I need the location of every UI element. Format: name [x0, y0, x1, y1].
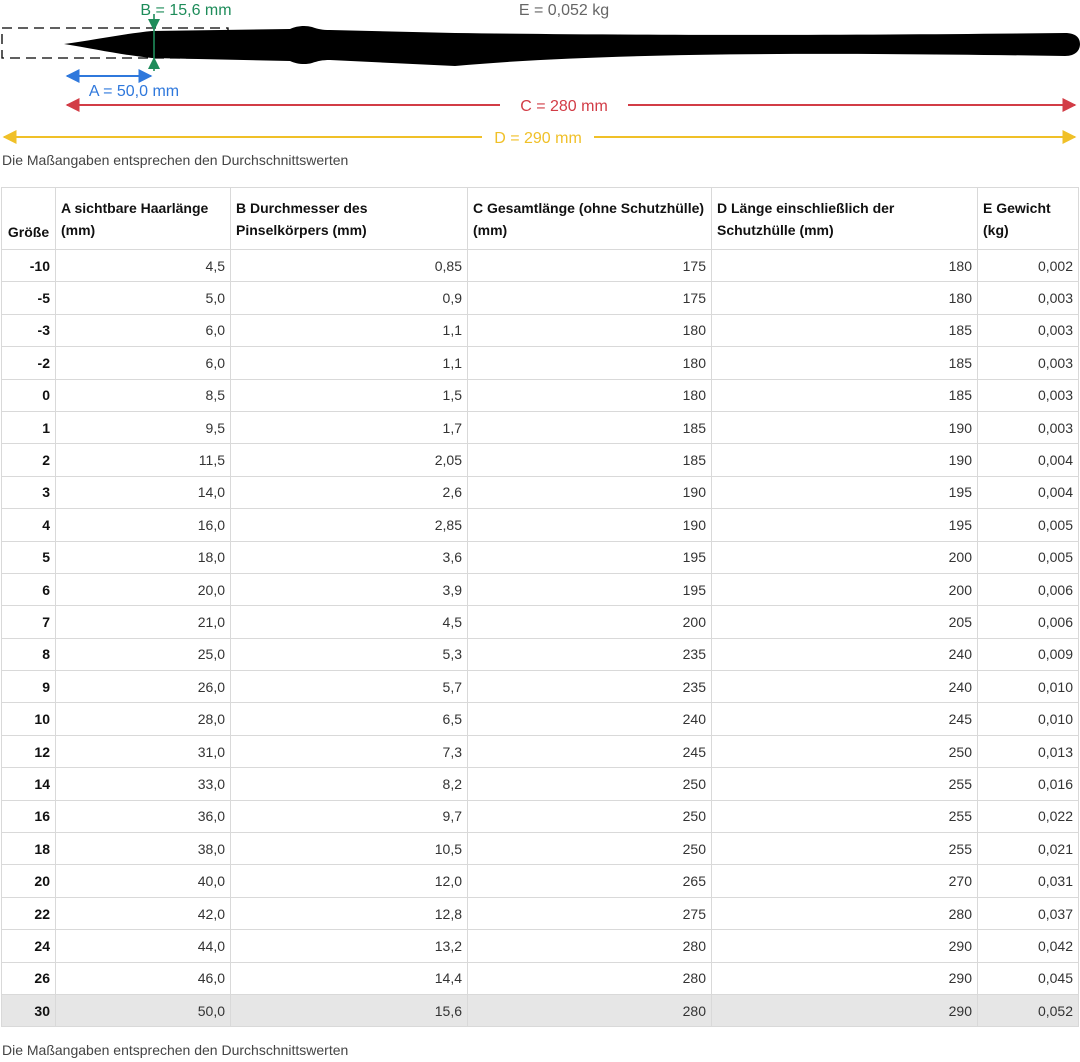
brush-silhouette	[64, 26, 1080, 66]
cell-size: 6	[2, 573, 56, 605]
cell-hair-length: 6,0	[56, 314, 231, 346]
cell-length-with-cap: 200	[712, 573, 978, 605]
cell-weight: 0,031	[978, 865, 1079, 897]
cell-total-length: 185	[468, 444, 712, 476]
cell-total-length: 240	[468, 703, 712, 735]
cell-size: 22	[2, 897, 56, 929]
cell-size: 12	[2, 735, 56, 767]
table-row	[2, 994, 1079, 1026]
cell-total-length: 280	[468, 962, 712, 994]
cell-weight: 0,022	[978, 800, 1079, 832]
dimension-d-label: D = 290 mm	[494, 130, 582, 147]
table-row	[2, 541, 1079, 573]
cell-weight: 0,045	[978, 962, 1079, 994]
cell-weight: 0,003	[978, 282, 1079, 314]
cell-size: 30	[2, 994, 56, 1026]
table-row	[2, 865, 1079, 897]
cell-weight: 0,006	[978, 573, 1079, 605]
header-weight: E Gewicht (kg)	[978, 188, 1079, 250]
header-body-diameter: B Durchmesser des Pinselkörpers (mm)	[231, 188, 468, 250]
cell-hair-length: 9,5	[56, 411, 231, 443]
cell-weight: 0,005	[978, 541, 1079, 573]
cell-weight: 0,013	[978, 735, 1079, 767]
table-row	[2, 411, 1079, 443]
table-row	[2, 703, 1079, 735]
cell-weight: 0,006	[978, 606, 1079, 638]
cell-size: 26	[2, 962, 56, 994]
table-row	[2, 768, 1079, 800]
cell-total-length: 275	[468, 897, 712, 929]
cell-body-diameter: 5,7	[231, 671, 468, 703]
cell-hair-length: 50,0	[56, 994, 231, 1026]
cell-size: 4	[2, 509, 56, 541]
cell-length-with-cap: 180	[712, 250, 978, 282]
table-row	[2, 638, 1079, 670]
table-row	[2, 379, 1079, 411]
table-row	[2, 509, 1079, 541]
cell-body-diameter: 12,8	[231, 897, 468, 929]
cell-length-with-cap: 290	[712, 962, 978, 994]
cell-size: 8	[2, 638, 56, 670]
table-row	[2, 897, 1079, 929]
cell-size: 2	[2, 444, 56, 476]
table-row	[2, 671, 1079, 703]
cell-total-length: 175	[468, 282, 712, 314]
table-row	[2, 347, 1079, 379]
cell-size: 16	[2, 800, 56, 832]
cell-weight: 0,002	[978, 250, 1079, 282]
dimension-b-arrow-top	[148, 19, 160, 31]
cell-length-with-cap: 290	[712, 994, 978, 1026]
cell-size: 3	[2, 476, 56, 508]
cell-size: 7	[2, 606, 56, 638]
cell-body-diameter: 14,4	[231, 962, 468, 994]
cell-length-with-cap: 185	[712, 379, 978, 411]
cell-body-diameter: 8,2	[231, 768, 468, 800]
cell-weight: 0,009	[978, 638, 1079, 670]
cell-body-diameter: 1,5	[231, 379, 468, 411]
cell-weight: 0,003	[978, 347, 1079, 379]
cell-size: 14	[2, 768, 56, 800]
cell-length-with-cap: 240	[712, 638, 978, 670]
table-row	[2, 833, 1079, 865]
dimension-a-label: A = 50,0 mm	[88, 83, 180, 100]
cell-size: 24	[2, 930, 56, 962]
header-length-with-cap: D Länge einschließlich der Schutzhülle (mm)	[712, 188, 978, 250]
table-row	[2, 282, 1079, 314]
cell-body-diameter: 9,7	[231, 800, 468, 832]
cell-hair-length: 25,0	[56, 638, 231, 670]
cell-hair-length: 20,0	[56, 573, 231, 605]
cell-size: 20	[2, 865, 56, 897]
cell-weight: 0,004	[978, 476, 1079, 508]
cell-hair-length: 14,0	[56, 476, 231, 508]
cell-weight: 0,021	[978, 833, 1079, 865]
cell-weight: 0,010	[978, 703, 1079, 735]
cell-hair-length: 40,0	[56, 865, 231, 897]
table-row	[2, 606, 1079, 638]
cell-weight: 0,003	[978, 411, 1079, 443]
cell-weight: 0,010	[978, 671, 1079, 703]
cell-body-diameter: 5,3	[231, 638, 468, 670]
cell-hair-length: 11,5	[56, 444, 231, 476]
cell-length-with-cap: 255	[712, 768, 978, 800]
cell-body-diameter: 1,1	[231, 314, 468, 346]
table-body	[2, 250, 1079, 1027]
dimension-b-label: B = 15,6 mm	[140, 2, 232, 19]
cell-length-with-cap: 190	[712, 444, 978, 476]
cell-size: -3	[2, 314, 56, 346]
cell-hair-length: 42,0	[56, 897, 231, 929]
cell-size: -2	[2, 347, 56, 379]
dimension-e-label: E = 0,052 kg	[518, 2, 610, 19]
cell-length-with-cap: 185	[712, 314, 978, 346]
cell-size: -10	[2, 250, 56, 282]
cell-hair-length: 6,0	[56, 347, 231, 379]
cell-weight: 0,042	[978, 930, 1079, 962]
table-row	[2, 573, 1079, 605]
cell-total-length: 250	[468, 768, 712, 800]
cell-body-diameter: 10,5	[231, 833, 468, 865]
average-values-note-top: Die Maßangaben entsprechen den Durchschnittswerten	[2, 152, 349, 168]
cell-body-diameter: 12,0	[231, 865, 468, 897]
cell-weight: 0,004	[978, 444, 1079, 476]
cell-total-length: 195	[468, 541, 712, 573]
cell-length-with-cap: 195	[712, 476, 978, 508]
dimension-c-label: C = 280 mm	[520, 98, 608, 115]
table-row	[2, 476, 1079, 508]
cell-hair-length: 38,0	[56, 833, 231, 865]
cell-total-length: 180	[468, 379, 712, 411]
cell-total-length: 265	[468, 865, 712, 897]
cell-body-diameter: 6,5	[231, 703, 468, 735]
cell-body-diameter: 1,1	[231, 347, 468, 379]
cell-hair-length: 16,0	[56, 509, 231, 541]
cell-total-length: 200	[468, 606, 712, 638]
cell-weight: 0,005	[978, 509, 1079, 541]
cell-hair-length: 33,0	[56, 768, 231, 800]
cell-length-with-cap: 280	[712, 897, 978, 929]
cell-size: 0	[2, 379, 56, 411]
brush-size-table	[1, 187, 1079, 1027]
cell-hair-length: 31,0	[56, 735, 231, 767]
cell-length-with-cap: 255	[712, 800, 978, 832]
cell-length-with-cap: 290	[712, 930, 978, 962]
cell-length-with-cap: 270	[712, 865, 978, 897]
header-total-length: C Gesamtlänge (ohne Schutzhülle) (mm)	[468, 188, 712, 250]
cell-hair-length: 46,0	[56, 962, 231, 994]
table-row	[2, 962, 1079, 994]
cell-hair-length: 8,5	[56, 379, 231, 411]
cell-total-length: 250	[468, 800, 712, 832]
cell-total-length: 195	[468, 573, 712, 605]
cell-length-with-cap: 200	[712, 541, 978, 573]
cell-total-length: 280	[468, 994, 712, 1026]
header-hair-length: A sichtbare Haarlänge (mm)	[56, 188, 231, 250]
cell-length-with-cap: 245	[712, 703, 978, 735]
average-values-note-bottom: Die Maßangaben entsprechen den Durchschnittswerten	[2, 1042, 349, 1058]
table-row	[2, 444, 1079, 476]
cell-length-with-cap: 205	[712, 606, 978, 638]
cell-size: 10	[2, 703, 56, 735]
table-row	[2, 800, 1079, 832]
cell-body-diameter: 3,6	[231, 541, 468, 573]
cell-total-length: 250	[468, 833, 712, 865]
table-row	[2, 250, 1079, 282]
cell-weight: 0,037	[978, 897, 1079, 929]
cell-hair-length: 21,0	[56, 606, 231, 638]
cell-hair-length: 4,5	[56, 250, 231, 282]
cell-hair-length: 18,0	[56, 541, 231, 573]
cell-body-diameter: 15,6	[231, 994, 468, 1026]
cell-total-length: 280	[468, 930, 712, 962]
cell-size: 9	[2, 671, 56, 703]
cell-size: 1	[2, 411, 56, 443]
cell-body-diameter: 4,5	[231, 606, 468, 638]
cell-hair-length: 5,0	[56, 282, 231, 314]
cell-body-diameter: 7,3	[231, 735, 468, 767]
cell-total-length: 175	[468, 250, 712, 282]
table-header-row	[2, 188, 1079, 250]
cell-length-with-cap: 190	[712, 411, 978, 443]
cell-hair-length: 44,0	[56, 930, 231, 962]
cell-body-diameter: 13,2	[231, 930, 468, 962]
cell-length-with-cap: 240	[712, 671, 978, 703]
cell-body-diameter: 2,05	[231, 444, 468, 476]
cell-body-diameter: 2,6	[231, 476, 468, 508]
table-row	[2, 930, 1079, 962]
cell-weight: 0,003	[978, 314, 1079, 346]
cell-length-with-cap: 185	[712, 347, 978, 379]
cell-body-diameter: 3,9	[231, 573, 468, 605]
cell-hair-length: 36,0	[56, 800, 231, 832]
cell-size: 5	[2, 541, 56, 573]
cell-body-diameter: 0,9	[231, 282, 468, 314]
cell-length-with-cap: 255	[712, 833, 978, 865]
cell-weight: 0,016	[978, 768, 1079, 800]
cell-total-length: 235	[468, 671, 712, 703]
cell-total-length: 235	[468, 638, 712, 670]
cell-length-with-cap: 250	[712, 735, 978, 767]
cell-body-diameter: 0,85	[231, 250, 468, 282]
cell-body-diameter: 1,7	[231, 411, 468, 443]
cell-hair-length: 26,0	[56, 671, 231, 703]
dimension-b-arrow-bottom	[148, 57, 160, 69]
cell-total-length: 190	[468, 509, 712, 541]
cell-size: 18	[2, 833, 56, 865]
cell-length-with-cap: 195	[712, 509, 978, 541]
cell-weight: 0,003	[978, 379, 1079, 411]
cell-size: -5	[2, 282, 56, 314]
cell-body-diameter: 2,85	[231, 509, 468, 541]
cell-total-length: 185	[468, 411, 712, 443]
table-row	[2, 735, 1079, 767]
cell-hair-length: 28,0	[56, 703, 231, 735]
cell-weight: 0,052	[978, 994, 1079, 1026]
header-size: Größe	[2, 188, 56, 250]
cell-total-length: 180	[468, 347, 712, 379]
cell-length-with-cap: 180	[712, 282, 978, 314]
table-row	[2, 314, 1079, 346]
cell-total-length: 245	[468, 735, 712, 767]
brush-dimension-diagram	[0, 0, 1080, 150]
cell-total-length: 190	[468, 476, 712, 508]
cell-total-length: 180	[468, 314, 712, 346]
